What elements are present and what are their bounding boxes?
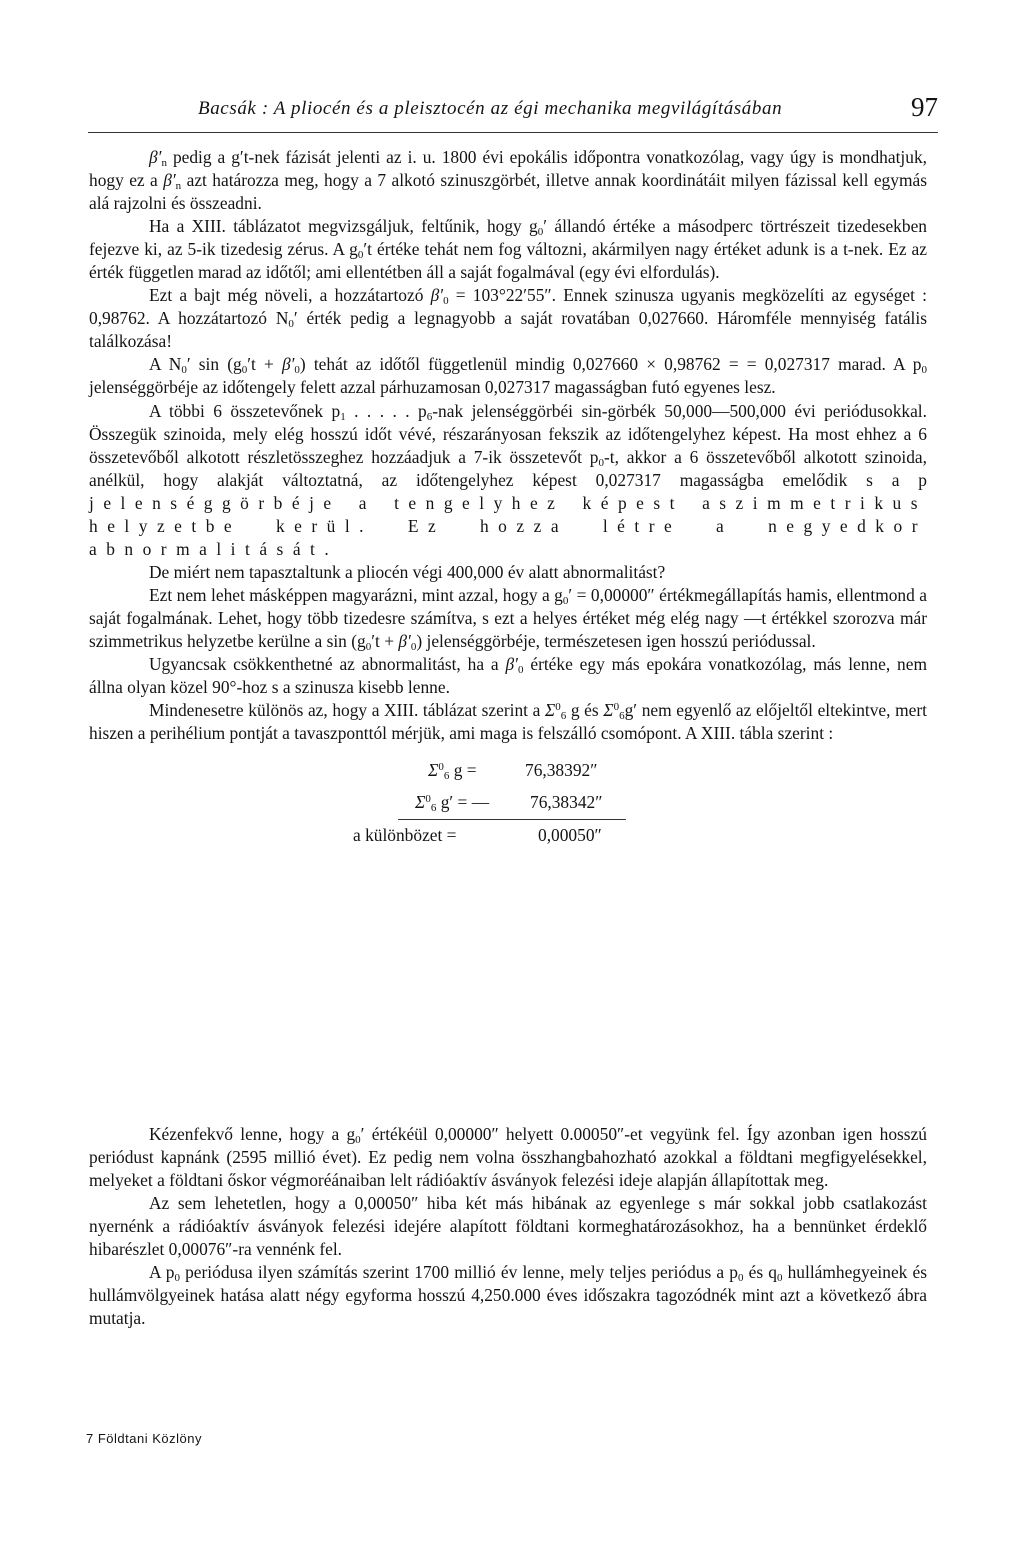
paragraph: Ezt a bajt még növeli, a hozzátartozó $\beta'_0 = 103^\circ 22'55''$. Ennek szinusza ugyanis megközelíti az egységet : 0,98762. A hozzátartozó $N_0'$ érték pedig a legnagyobb a saját rovatában 0,027660. Háromféle mennyiség fatális találkozása!: [89, 285, 927, 352]
main-text-continued: [89, 1123, 927, 1330]
paragraph: Mindenesetre különös az, hogy a XIII. táblázat szerint a $\Sigma^0_6$ g és $\Sigma^0_6g'$ nem egyenlő az előjeltől eltekintve, mert hiszen a perihélium pontját a tavaszponttól mérjük, ami maga is felszálló csomópont. A XIII. tábla szerint :: [89, 700, 927, 744]
calc-row-g: $\Sigma^0_6$ g =: [428, 760, 477, 782]
signature-mark: 7 Földtani Közlöny: [86, 1431, 202, 1446]
paragraph: Ha a XIII. táblázatot megvizsgáljuk, feltűnik, hogy $g_0'$ állandó értéke a másodperc törtrészeit tizedesekben fejezve ki, az 5-ik tizedesig zérus. A $g_0't$ értéke tehát nem fog változni, akármilyen nagy értéket adunk is a t-nek. Ez az érték független marad az időtől; ami ellentétben áll a saját fogalmával (egy évi elfordulás).: [89, 216, 927, 283]
calc-value-difference: 0,00050″: [538, 825, 602, 845]
paragraph: A $N_0'$ $\sin (g_0't + \beta'_0)$ tehát az időtől függetlenül mindig 0,027660 × 0,98762 = = 0,027317 marad. A $p_0$ jelenséggörbéje az időtengely felett azzal párhuzamosan 0,027317 magasságban futó egyenes lesz.: [89, 354, 927, 398]
paragraph: De miért nem tapasztaltunk a pliocén végi 400,000 év alatt abnormalitást?: [149, 561, 666, 582]
calc-row-g-prime: $\Sigma^0_6$ g′ = —: [415, 792, 490, 814]
paragraph: A többi 6 összetevőnek $p_1$ . . . . . $p_6$-nak jelenséggörbéi sin-görbék 50,000—500,000 évi periódusokkal. Összegük szinoida, mely elég hosszú időt vévé, részarányosan fekszik az időtengelyhez képest. Ha most ehhez a 6 összetevőből alkotott részletösszeghez hozzáadjuk a 7-ik összetevőt $p_0-t$, akkor a 6 összetevőből alkotott szinoida, anélkül, hogy alakját változtatná, az időtengelyhez képest 0,027317 magasságba emelődik s a p jelenséggörbéje a tengelyhez képest aszimmetrikus helyzetbe kerül. Ez hozza létre a negyedkor abnormalitását.: [89, 400, 927, 559]
paragraph: A $p_0$ periódusa ilyen számítás szerint 1700 millió év lenne, mely teljes periódus a $p_0$ és $q_0$ hullámhegyeinek és hullámvölgyeinek hatása alatt négy egyforma hosszú 4,250.000 éves időszakra tagozódnék mint azt a következő ábra mutatja.: [89, 1262, 927, 1329]
page-number: 97: [911, 92, 938, 122]
paragraph: Kézenfekvő lenne, hogy a $g_0'$ értékéül 0,00000″ helyett 0.00050″-et vegyünk fel. Így azonban igen hosszú periódust kapnánk (2595 millió évet). Ez pedig nem volna összhangbahozható azokkal a földtani megfigyelésekkel, melyeket a földtani őskor végmoréánaiban lelt rádióaktív ásványok felezési ideje alapján állapítottak meg.: [89, 1124, 927, 1191]
paragraph: Az sem lehetetlen, hogy a 0,00050″ hiba két más hibának az egyenlege s már sokkal jobb csatlakozást nyernénk a rádióaktív ásványok felezési idejére alapított földtani kormeghatározásokhoz, ha a bennünket érdeklő hibarészlet 0,00076″-ra vennénk fel.: [89, 1193, 927, 1260]
running-head: [88, 92, 938, 133]
paragraph: Ugyancsak csökkenthetné az abnormalitást, ha a $\beta'_0$ értéke egy más epokára vonatkozólag, más lenne, nem állna olyan közel 90°-hoz s a szinusza kisebb lenne.: [89, 654, 927, 698]
main-text: [89, 146, 927, 745]
calc-label-difference: a különbözet =: [353, 825, 457, 845]
calc-value-g: 76,38392″: [525, 760, 598, 780]
difference-calculation: [0, 752, 1024, 845]
sum-rule: [398, 819, 626, 820]
paragraph: $\beta'_n$ pedig a g′t-nek fázisát jelenti az i. u. 1800 évi epokális időpontra vonatkozólag, vagy úgy is mondhatjuk, hogy ez a $\beta'_n$ azt határozza meg, hogy a 7 alkotó szinuszgörbét, illetve annak koordinátáit milyen fázissal kell egymás alá rajzolni és összeadni.: [89, 147, 927, 214]
calc-value-g-prime: 76,38342″: [530, 792, 603, 812]
paragraph: Ezt nem lehet másképpen magyarázni, mint azzal, hogy a $g_0' = 0,00000''$ értékmegállapítás hamis, ellentmond a saját fogalmának. Lehet, hogy több tizedesre számítva, s ezt a helyes értéket még elég nagy —t értékkel szorozva már szimmetrikus helyzetbe kerülne a $\sin (g_0't + \beta'_0)$ jelenséggörbéje, természetesen igen hosszú periódussal.: [89, 584, 927, 653]
running-title: Bacsák : A pliocén és a pleisztocén az égi mechanika megvilágításában: [198, 98, 783, 119]
